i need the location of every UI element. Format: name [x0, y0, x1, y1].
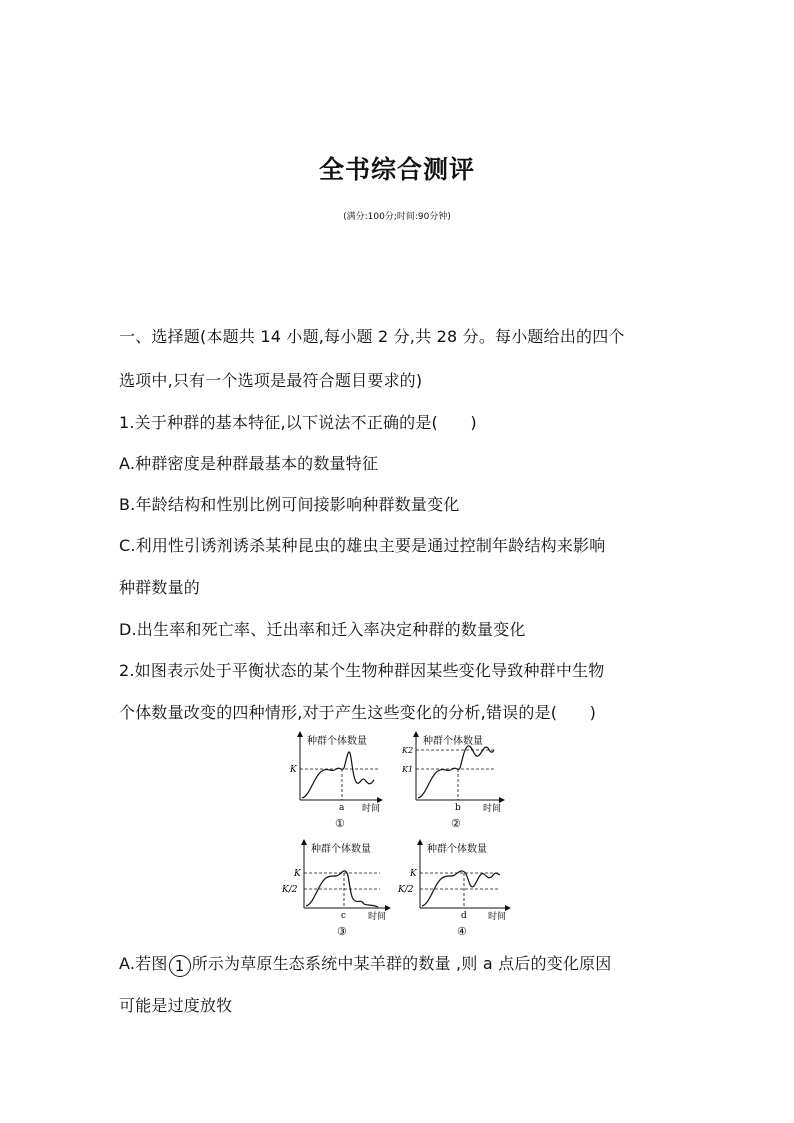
graph-panel-2 — [401, 734, 502, 830]
svg-text:K2: K2 — [402, 746, 414, 755]
svg-text:K/2: K/2 — [398, 885, 414, 895]
question-1-option-c: C.利用性引诱剂诱杀某种昆虫的雄虫主要是通过控制年龄结构来影响 — [119, 536, 606, 555]
svg-text:种群个体数量: 种群个体数量 — [427, 844, 487, 855]
svg-text:①: ① — [335, 817, 345, 830]
x-axis-label: 时间 — [362, 804, 381, 814]
score-time-note: (满分:100分;时间:90分钟) — [343, 212, 451, 222]
svg-text:种群个体数量: 种群个体数量 — [311, 844, 371, 855]
svg-text:K: K — [290, 765, 297, 775]
page-title: 全书综合测评 — [318, 155, 475, 184]
section-heading-cont: 选项中,只有一个选项是最符合题目要求的) — [119, 371, 423, 390]
option-a-prefix: A.若图 — [119, 954, 168, 973]
option-a-text: 所示为草原生态系统中某羊群的数量 ,则 a 点后的变化原因 — [191, 954, 612, 973]
population-curves-figure — [280, 728, 530, 938]
question-1-option-b: B.年龄结构和性别比例可间接影响种群数量变化 — [119, 495, 460, 514]
svg-text:K: K — [294, 869, 301, 879]
section-heading: 一、选择题(本题共 14 小题,每小题 2 分,共 28 分。每小题给出的四个 — [119, 327, 625, 346]
question-2-stem-cont: 个体数量改变的四种情形,对于产生这些变化的分析,错误的是( ) — [119, 703, 597, 722]
y-axis-label: 种群个体数量 — [307, 736, 367, 747]
svg-text:④: ④ — [457, 925, 467, 938]
svg-text:K1: K1 — [402, 765, 414, 774]
graph-panel-4 — [397, 842, 508, 938]
svg-text:K: K — [410, 869, 417, 879]
svg-text:K/2: K/2 — [282, 885, 298, 895]
question-2-option-a-cont: 可能是过度放牧 — [119, 996, 233, 1015]
question-1-option-d: D.出生率和死亡率、迁出率和迁入率决定种群的数量变化 — [119, 620, 526, 639]
question-2-stem: 2.如图表示处于平衡状态的某个生物种群因某些变化导致种群中生物 — [119, 661, 605, 680]
circled-number: 1 — [169, 955, 191, 977]
question-1-stem: 1.关于种群的基本特征,以下说法不正确的是( ) — [119, 413, 477, 432]
svg-text:③: ③ — [337, 925, 347, 938]
svg-text:d: d — [461, 911, 467, 921]
question-1-option-c-cont: 种群数量的 — [119, 578, 201, 597]
svg-text:a: a — [339, 803, 345, 813]
svg-text:时间: 时间 — [488, 912, 507, 922]
svg-text:时间: 时间 — [368, 912, 387, 922]
question-2-option-a — [119, 951, 612, 977]
svg-text:种群个体数量: 种群个体数量 — [423, 736, 483, 747]
question-1-option-a: A.种群密度是种群最基本的数量特征 — [119, 454, 379, 473]
graph-panel-1 — [289, 734, 380, 830]
svg-text:c: c — [341, 911, 347, 921]
svg-text:时间: 时间 — [483, 804, 502, 814]
svg-text:b: b — [455, 803, 461, 813]
svg-text:②: ② — [451, 817, 461, 830]
graph-panel-3 — [281, 842, 388, 938]
